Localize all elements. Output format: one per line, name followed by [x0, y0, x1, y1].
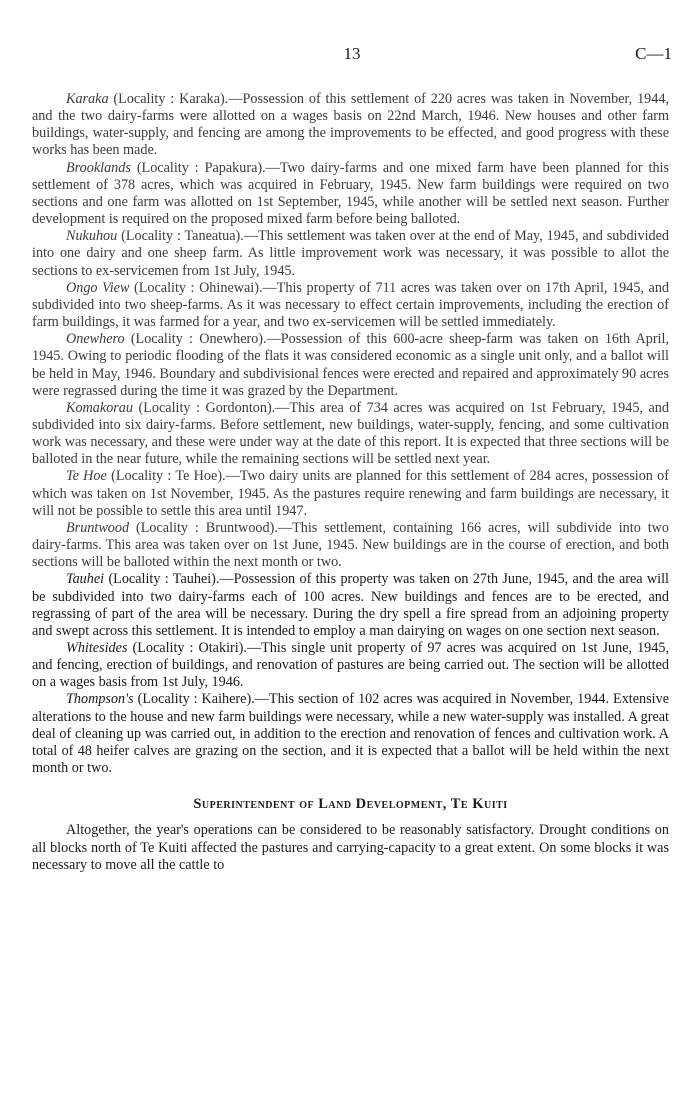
paragraph-text: (Locality : Taneatua).—This settlement was taken over at the end of May, 1945, and subdivided into one dairy and one sheep farm. As little improvement work was necessary, it was possible to allot the sections to ex-servicemen from 1st July, 1945. — [32, 228, 669, 279]
paragraph-text: (Locality : Onewhero).—Possession of this 600-acre sheep-farm was taken on 16th April, 1945. Owing to periodic flooding of the flats it was considered economic as a single unit only, and a ballot will be held in May, 1946. Boundary and subdivisional fences were erected and repaired and approximately 90 acres were regrassed during the time it was grazed by the Department. — [32, 331, 669, 399]
paragraph-onewhero — [32, 331, 669, 400]
settlement-name: Ongo View — [66, 279, 130, 296]
document-body — [32, 91, 669, 874]
paragraph-text: (Locality : Ohinewai).—This property of 711 acres was taken over on 17th April, 1945, and subdivided into two sheep-farms. As it was necessary to effect certain improvements, including the erection of farm buildings, it was farmed for a year, and two ex-servicemen will be settled immediately. — [32, 279, 670, 331]
paragraph-bruntwood — [32, 520, 669, 571]
paragraph-ongo-view — [32, 280, 669, 331]
settlement-name: Karaka — [66, 91, 109, 107]
page-number: 13 — [343, 44, 361, 63]
paragraph-tauhei — [32, 571, 669, 640]
paragraph-text: (Locality : Kaihere).—This section of 102 acres was acquired in November, 1944. Extensive alterations to the house and new farm buildings were necessary, while a new water-supply was installed. A great deal of cleaning up was carried out, in addition to the erection and renovation of fences and cultivation work. A total of 48 heifer calves are grazing on the section, and it is expected that a ballot will be held within the next month or two. — [32, 691, 669, 777]
paragraph-text: (Locality : Te Hoe).—Two dairy units are planned for this settlement of 284 acres, possession of which was taken on 1st November, 1945. As the pastures require renewing and farm buildings are necessary, it will not be possible to settle this area until 1947. — [32, 468, 669, 519]
paragraph-text: (Locality : Otakiri).—This single unit property of 97 acres was acquired on 1st June, 1945, and fencing, erection of buildings, and renovation of pastures are being carried out. The section will be allotted on a wages basis from 1st July, 1946. — [32, 640, 669, 691]
settlement-name: Komakorau — [66, 399, 133, 416]
paragraph-text: (Locality : Gordonton).—This area of 734 acres was acquired on 1st February, 1945, and subdivided into six dairy-farms. Before settlement, new buildings, water-supply, fencing, and some cultivation work was necessary, and these were under way at the date of this report. It is expected that three sections will be balloted in the near future, while the remaining sections will be settled next year. — [32, 399, 669, 468]
section-paragraph: Altogether, the year's operations can be considered to be reasonably satisfactory. Drought conditions on all blocks north of Te Kuiti affected the pastures and carrying-capacity to a great extent. On some blocks it was necessary to move all the cattle to — [32, 822, 669, 873]
paragraph-te-hoe — [32, 468, 669, 519]
paragraph-komakorau — [32, 400, 669, 469]
settlement-name: Onewhero — [66, 331, 125, 348]
paragraph-text: (Locality : Tauhei).—Possession of this property was taken on 27th June, 1945, and the area will be subdivided into two dairy-farms each of 100 acres. New buildings and fences are to be erected, and regrassing of part of the area will be necessary. During the dry spell a fire spread from an adjoining property and swept across this settlement. It is intended to employ a man dairying on wages on one section next season. — [32, 571, 669, 639]
section-heading: Superintendent of Land Development, Te Kuiti — [193, 796, 508, 813]
paragraph-nukuhou — [32, 228, 669, 279]
settlement-name: Tauhei — [66, 571, 105, 588]
settlement-name: Thompson's — [66, 691, 134, 708]
paragraph-brooklands — [32, 160, 669, 229]
settlement-name: Whitesides — [66, 640, 128, 656]
paragraph-text: (Locality : Papakura).—Two dairy-farms and one mixed farm have been planned for this settlement of 378 acres, which was acquired in February, 1945. New farm buildings were required on two sections and one farm was allotted on 1st September, 1945, while another will be settled next season. Further development is required on the proposed mixed farm before being balloted. — [32, 159, 669, 228]
paragraph-text: (Locality : Karaka).—Possession of this settlement of 220 acres was taken in November, 1944, and the two dairy-farms were allotted on a wages basis on 22nd March, 1946. New houses and other farm buildings, water-supply, and fencing are among the improvements to be effected, and good progress with these works has been made. — [32, 91, 669, 159]
settlement-name: Brooklands — [66, 159, 131, 176]
paragraph-text: (Locality : Bruntwood).—This settlement, containing 166 acres, will subdivide into two dairy-farms. This area was taken over on 1st June, 1945. New buildings are in the course of erection, and both sections will be balloted within the next month or two. — [32, 519, 669, 571]
paragraph-thompsons — [32, 691, 669, 777]
settlement-name: Te Hoe — [66, 468, 107, 485]
settlement-name: Bruntwood — [66, 519, 130, 536]
document-reference: C—1 — [635, 44, 672, 63]
paragraph-whitesides — [32, 640, 669, 691]
settlement-name: Nukuhou — [66, 228, 118, 245]
paragraph-karaka — [32, 91, 669, 160]
page-header — [32, 44, 672, 68]
